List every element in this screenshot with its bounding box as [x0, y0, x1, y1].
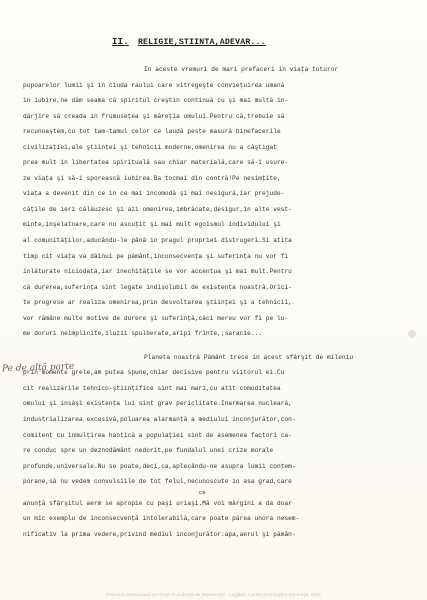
text-line: timp cit viaţa va dăinui pe pământ,inconsecvenţa şi suferinţa nu vor fi — [23, 252, 289, 260]
text-line: ze viaţa şi să-i sporească iubirea.Ba tocmai din contră!Pe nesimţite, — [23, 174, 281, 182]
text-line: me doruri neimplinite,iluzii spulberate,aripi frinte,;saracie... — [23, 330, 263, 338]
text-line: nificativ la prima vedere,privind mediul inconjurător:apa,aerul şi pămân- — [23, 530, 296, 538]
section-heading — [112, 37, 266, 47]
handwritten-margin-note: Pe de altă parte — [1, 361, 75, 375]
text-line: inlăturate niciodată,iar inechităţile se vor accentua şi mai mult.Pentru — [23, 268, 292, 276]
text-line: anunţă sfârşitul aerm se apropie cu paşi uriaşi.Mă voi mărgini a da doar — [23, 499, 292, 507]
body-text — [23, 62, 419, 542]
text-line: prin momente grele,am putea spune,chiar decisive pentru viitorul ei.Cu — [23, 369, 285, 377]
text-line: comitent cu inmulţirea haotică a populaţiei sint de asemenea factori ca- — [23, 431, 292, 439]
section-title: RELIGIE,STIINTA,ADEVAR... — [137, 38, 266, 47]
archive-footer: Proiectul International al Arhivei Româneşti de Manuscrise · Legături, Cartea Bucureştilor Bucureşti, 2005 — [106, 592, 321, 597]
text-line: omului şi insăşi existenţa lui sint grav periclitate.Inarmarea nucleară, — [23, 400, 292, 408]
text-line: că durerea,suferinţa sint legate indisolubil de existenţa noastră.Orici- — [23, 283, 292, 291]
text-line: recunoaştem,cu tot tam-tamul celor ce laudă peste masură binefacerile — [23, 128, 281, 136]
text-line: in iubire,ne dăm seama că spiritul creştin continuă cu şi mai multă in- — [23, 97, 289, 105]
text-line: In aceste vremuri de mari prefaceri in viaţa tuturor — [144, 66, 339, 73]
text-line: cit realizările tehnico-ştiinţifice sint mai mari,cu atit comoditatea — [23, 384, 281, 392]
text-line: te progrese ar realiza omenirea,prin desvoltarea ştiinţei şi a tehnicii, — [23, 299, 292, 307]
text-line: civilizaţiei,ale ştiinţei şi tehnicii moderne,omenirea nu a câştigat — [23, 143, 277, 151]
text-line: re conduc spre un deznodământ nedorit,pe fundalul unei crize morale — [23, 447, 274, 455]
ink-smudge — [408, 330, 416, 338]
text-line: profunde,universale.Nu se poate,deci,ca,aplecându-ne asupra lumii contem- — [23, 462, 296, 470]
interlinear-correction: ce — [199, 489, 206, 496]
text-line: industrializarea excesivă,poluarea alarmantă a mediului inconjurător,con- — [23, 416, 296, 424]
text-line: prea mult in libertatea spirituală sau chiar materială,care să-i usure- — [23, 159, 289, 167]
text-line: minte,inşelatoare,care nu ascuţit şi mai mult egoismul individului şi — [23, 221, 281, 229]
text-line: viaţa a devenit din ce in ce mai incomodă şi mai nesigură,iar prejude- — [23, 190, 285, 198]
text-line: vor rămâne multe motive de durere şi suferinţă,căci mereu vor fi pe lu- — [23, 314, 289, 322]
text-line: căţile de ieri călăuzesc şi azi omenirea,imbrăcate,desigur,in alte vest- — [23, 205, 292, 213]
text-line: popoarelor lumii şi in ciuda raului care vitregeşte convieţuirea umană — [23, 81, 285, 89]
section-number: II. — [112, 37, 129, 47]
text-line: Planeta noastră Pământ trece in acest sfârşit de mileniu — [144, 353, 354, 361]
text-line: porane,să nu vedem convulsiile de tot felul,necunoscute in asa grad,care — [23, 478, 292, 486]
text-line: un mic exemplu de inconsecvenţă intolerabilă,care poate părea unora nesem- — [23, 515, 300, 523]
text-line: al comunităţilor,aducându-le până in pragul propriei distrugeri.Si atita — [23, 237, 292, 245]
text-line: dârjire să creada in frumuseţea şi măreţia omului.Pentru că,trebuie să — [23, 112, 285, 120]
